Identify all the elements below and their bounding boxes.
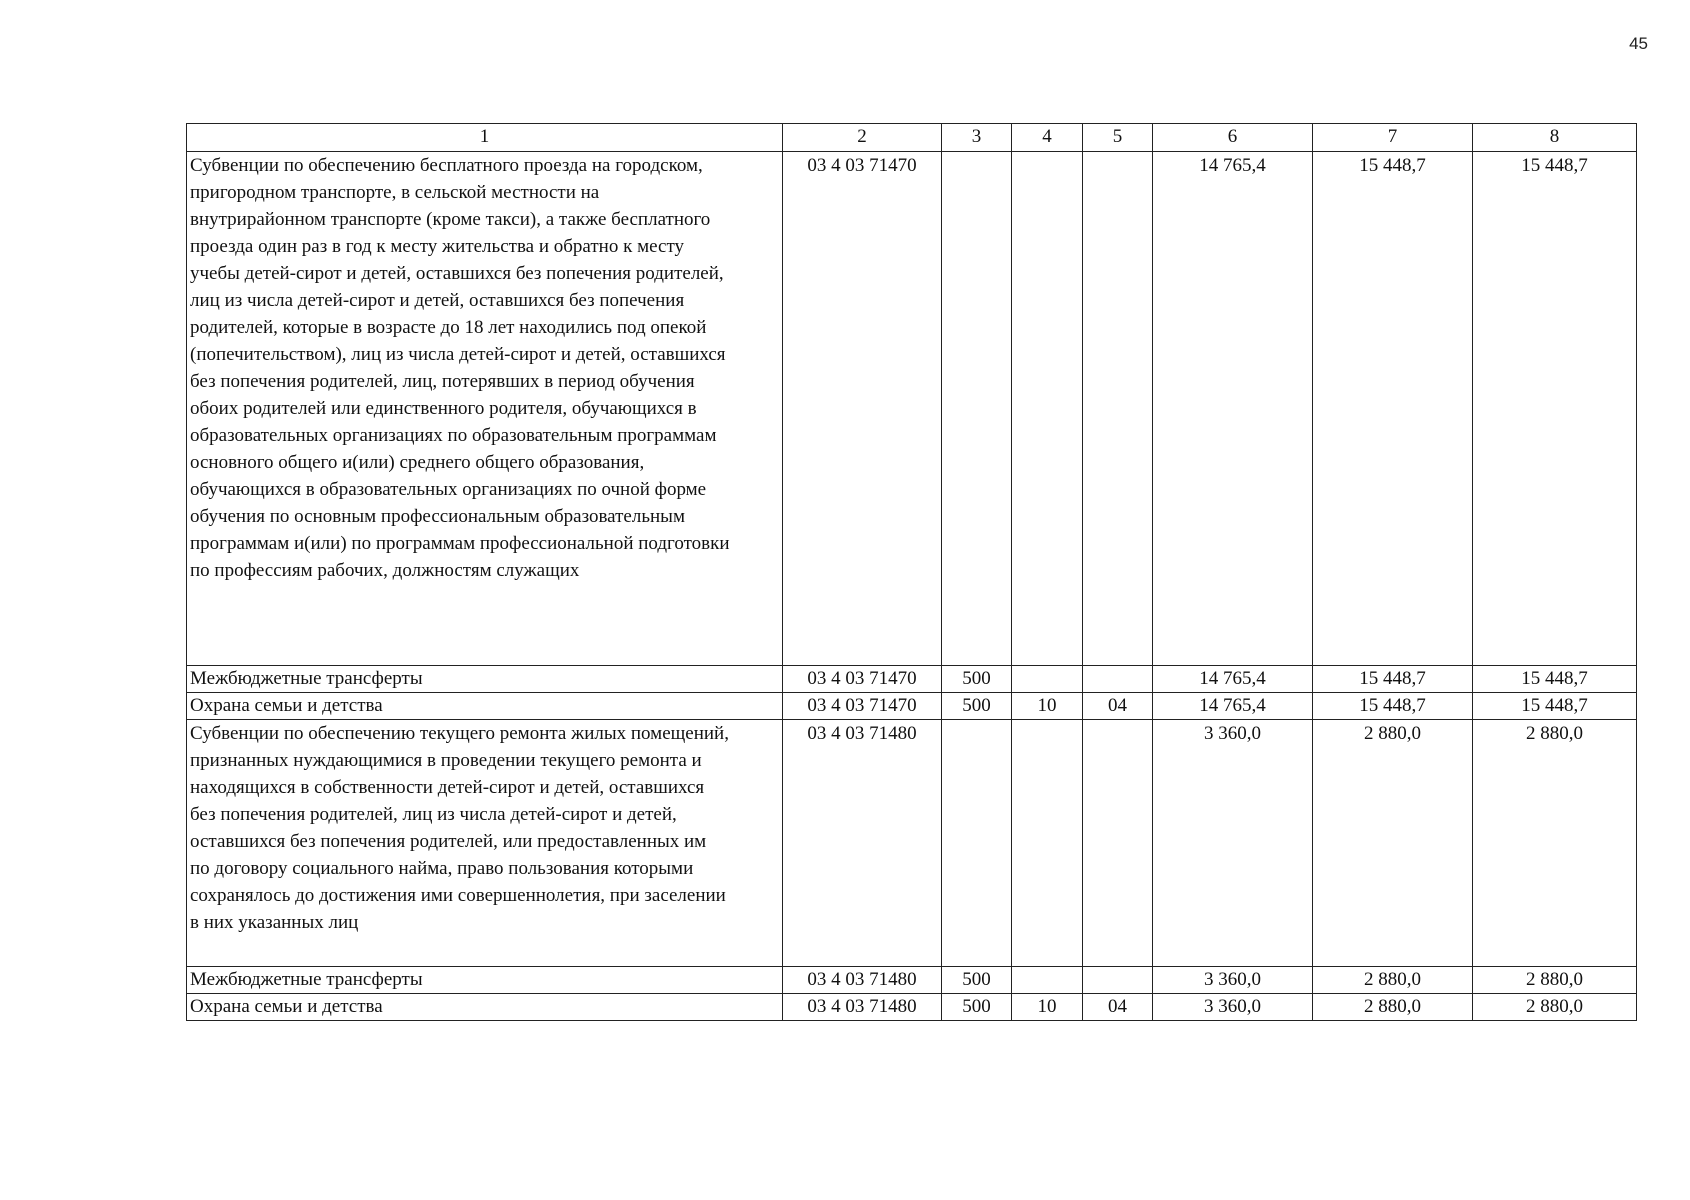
description-line: без попечения родителей, лиц, потерявших в период обучения (190, 371, 695, 392)
description-line: Субвенции по обеспечению текущего ремонта жилых помещений, (190, 723, 729, 744)
description-line: основного общего и(или) среднего общего образования, (190, 452, 645, 473)
col4-cell: 10 (1012, 693, 1083, 720)
description-line: в них указанных лиц (190, 912, 359, 933)
value-cell-6: 3 360,0 (1153, 967, 1313, 994)
value-cell-7: 2 880,0 (1313, 994, 1473, 1021)
value-cell-6: 3 360,0 (1153, 720, 1313, 967)
value-cell-8: 15 448,7 (1473, 152, 1637, 666)
header-cell: 4 (1012, 124, 1083, 152)
description-line: образовательных организациях по образовательным программам (190, 425, 717, 446)
description-line: лиц из числа детей-сирот и детей, оставшихся без попечения (190, 290, 685, 311)
description-line: пригородном транспорте, в сельской местности на (190, 182, 600, 203)
col5-cell: 04 (1083, 693, 1153, 720)
value-cell-6: 14 765,4 (1153, 152, 1313, 666)
description-cell (187, 720, 783, 967)
value-cell-8: 15 448,7 (1473, 693, 1637, 720)
description-cell: Межбюджетные трансферты (187, 666, 783, 693)
page-number: 45 (1629, 34, 1648, 53)
header-cell: 3 (942, 124, 1012, 152)
header-cell: 5 (1083, 124, 1153, 152)
code-cell: 03 4 03 71480 (783, 967, 942, 994)
col3-cell: 500 (942, 967, 1012, 994)
description-line: без попечения родителей, лиц из числа детей-сирот и детей, (190, 804, 677, 825)
value-cell-7: 2 880,0 (1313, 967, 1473, 994)
code-cell: 03 4 03 71480 (783, 720, 942, 967)
description-line: оставшихся без попечения родителей, или предоставленных им (190, 831, 707, 852)
description-line: обучения по основным профессиональным образовательным (190, 506, 685, 527)
code-cell: 03 4 03 71470 (783, 693, 942, 720)
header-cell: 1 (187, 124, 783, 152)
description-line: по профессиям рабочих, должностям служащих (190, 560, 580, 581)
header-cell: 7 (1313, 124, 1473, 152)
col3-cell (942, 152, 1012, 666)
value-cell-7: 2 880,0 (1313, 720, 1473, 967)
value-cell-8: 2 880,0 (1473, 994, 1637, 1021)
description-line: находящихся в собственности детей-сирот и детей, оставшихся (190, 777, 705, 798)
description-line: внутрирайонном транспорте (кроме такси), а также бесплатного (190, 209, 711, 230)
value-cell-6: 14 765,4 (1153, 693, 1313, 720)
description-cell: Охрана семьи и детства (187, 994, 783, 1021)
value-cell-8: 15 448,7 (1473, 666, 1637, 693)
value-cell-7: 15 448,7 (1313, 666, 1473, 693)
value-cell-7: 15 448,7 (1313, 693, 1473, 720)
description-line: учебы детей-сирот и детей, оставшихся без попечения родителей, (190, 263, 724, 284)
description-line: по договору социального найма, право пользования которыми (190, 858, 694, 879)
value-cell-6: 3 360,0 (1153, 994, 1313, 1021)
col4-cell (1012, 720, 1083, 967)
description-line: родителей, которые в возрасте до 18 лет находились под опекой (190, 317, 707, 338)
description-line: признанных нуждающимися в проведении текущего ремонта и (190, 750, 702, 771)
code-cell: 03 4 03 71470 (783, 666, 942, 693)
description-line: программам и(или) по программам профессиональной подготовки (190, 533, 730, 554)
description-line: сохранялось до достижения ими совершеннолетия, при заселении (190, 885, 726, 906)
description-cell: Охрана семьи и детства (187, 693, 783, 720)
description-cell: Межбюджетные трансферты (187, 967, 783, 994)
header-cell: 6 (1153, 124, 1313, 152)
value-cell-8: 2 880,0 (1473, 720, 1637, 967)
description-cell (187, 152, 783, 666)
description-line: проезда один раз в год к месту жительства и обратно к месту (190, 236, 684, 257)
description-line: обучающихся в образовательных организациях по очной форме (190, 479, 707, 500)
header-cell: 2 (783, 124, 942, 152)
description-line: Субвенции по обеспечению бесплатного проезда на городском, (190, 155, 703, 176)
table-row (187, 720, 1637, 967)
col3-cell: 500 (942, 666, 1012, 693)
col5-cell (1083, 152, 1153, 666)
table-header-row (187, 124, 1637, 152)
col3-cell: 500 (942, 994, 1012, 1021)
table-row (187, 152, 1637, 666)
col4-cell (1012, 152, 1083, 666)
description-line: (попечительством), лиц из числа детей-сирот и детей, оставшихся (190, 344, 726, 365)
col5-cell: 04 (1083, 994, 1153, 1021)
col3-cell: 500 (942, 693, 1012, 720)
value-cell-7: 15 448,7 (1313, 152, 1473, 666)
budget-table (186, 123, 1637, 1021)
col5-cell (1083, 967, 1153, 994)
value-cell-8: 2 880,0 (1473, 967, 1637, 994)
col4-cell (1012, 967, 1083, 994)
value-cell-6: 14 765,4 (1153, 666, 1313, 693)
col5-cell (1083, 720, 1153, 967)
col4-cell (1012, 666, 1083, 693)
table-row (187, 967, 1637, 994)
code-cell: 03 4 03 71470 (783, 152, 942, 666)
header-cell: 8 (1473, 124, 1637, 152)
col3-cell (942, 720, 1012, 967)
table-row (187, 666, 1637, 693)
description-line: обоих родителей или единственного родителя, обучающихся в (190, 398, 697, 419)
code-cell: 03 4 03 71480 (783, 994, 942, 1021)
table-row (187, 693, 1637, 720)
col5-cell (1083, 666, 1153, 693)
col4-cell: 10 (1012, 994, 1083, 1021)
table-row (187, 994, 1637, 1021)
